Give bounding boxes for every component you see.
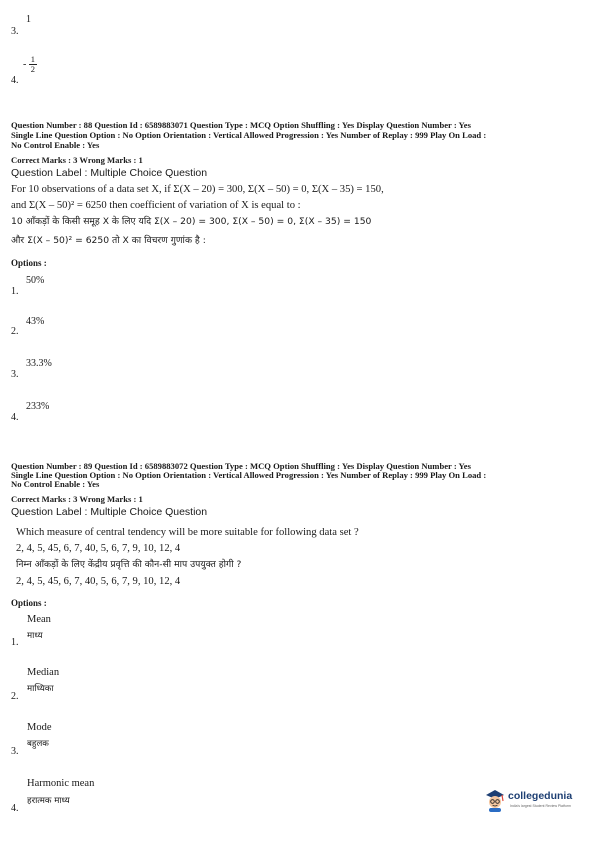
prev-option-3-value: 1 [26,14,31,25]
question-89-meta-line1: Question Number : 89 Question Id : 6589883072 Question Type : MCQ Option Shuffling : Yes Display Question Number : Yes [11,461,471,471]
question-88-label: Question Label : Multiple Choice Question [11,167,208,179]
option-hindi-text: हरात्मक माध्य [27,796,70,806]
option-number: 2. [11,326,19,337]
student-mascot-icon [484,788,506,812]
question-89-marks: Correct Marks : 3 Wrong Marks : 1 [11,494,143,504]
fraction-denominator: 2 [30,64,35,74]
option-number: 2. [11,691,19,702]
brand-tagline: India's largest Student Review Platform [510,804,571,808]
question-89-text-line1: Which measure of central tendency will be more suitable for following data set ? [16,527,359,538]
option-number: 4. [11,412,19,423]
question-89-options-heading: Options : [11,598,47,608]
prev-option-4-number: 4. [11,75,19,86]
option-text: Mean [27,614,51,625]
option-text: 50% [26,275,45,286]
option-number: 3. [11,746,19,757]
option-number: 3. [11,369,19,380]
prev-option-4-fraction [23,55,37,74]
question-88-text-line4: और Σ(X – 50)² = 6250 तो X का विचरण गुणांक है : [11,235,206,246]
question-89-text-line3: निम्न आँकड़ों के लिए केंद्रीय प्रवृत्ति की कौन-सी माप उपयुक्त होगी ? [16,559,242,570]
prev-option-3-number: 3. [11,26,19,37]
question-88-meta-line1: Question Number : 88 Question Id : 6589883071 Question Type : MCQ Option Shuffling : Yes Display Question Number : Yes [11,120,471,130]
option-text: 43% [26,316,45,327]
question-88-options-heading: Options : [11,258,47,268]
option-hindi-text: माध्य [27,631,43,641]
option-number: 1. [11,637,19,648]
option-number: 4. [11,803,19,814]
question-89-meta-line2: Single Line Question Option : No Option Orientation : Vertical Allowed Progression : Yes Number of Replay : 999 Play On Load : [11,470,487,480]
question-88-text-line1: For 10 observations of a data set X, if Σ(X – 20) = 300, Σ(X – 50) = 0, Σ(X – 35) = 150, [11,184,384,195]
option-hindi-text: माध्यिका [27,684,54,694]
option-number: 1. [11,286,19,297]
option-text: 233% [26,401,50,412]
question-88-text-line2: and Σ(X – 50)² = 6250 then coefficient of variation of X is equal to : [11,200,301,211]
question-88-text-line3: 10 आँकड़ों के किसी समूह X के लिए यदि Σ(X – 20) = 300, Σ(X – 50) = 0, Σ(X – 35) = 150 [11,216,372,227]
option-hindi-text: बहुलक [27,739,49,749]
question-88-marks: Correct Marks : 3 Wrong Marks : 1 [11,155,143,165]
fraction-sign: - [23,59,27,70]
option-text: 33.3% [26,358,52,369]
question-89-text-line2: 2, 4, 5, 45, 6, 7, 40, 5, 6, 7, 9, 10, 12, 4 [16,543,181,554]
question-88-meta-line2: Single Line Question Option : No Option Orientation : Vertical Allowed Progression : Yes Number of Replay : 999 Play On Load : [11,130,487,140]
collegedunia-watermark [484,786,590,816]
option-text: Mode [27,722,52,733]
brand-name: collegedunia [508,790,573,802]
question-89-label: Question Label : Multiple Choice Question [11,506,208,518]
question-89-text-line4: 2, 4, 5, 45, 6, 7, 40, 5, 6, 7, 9, 10, 12, 4 [16,576,181,587]
fraction-numerator: 1 [30,54,35,64]
option-text: Harmonic mean [27,778,95,789]
fraction [29,55,37,74]
question-88-meta-line3: No Control Enable : Yes [11,140,100,150]
question-89-meta-line3: No Control Enable : Yes [11,479,100,489]
option-text: Median [27,667,60,678]
